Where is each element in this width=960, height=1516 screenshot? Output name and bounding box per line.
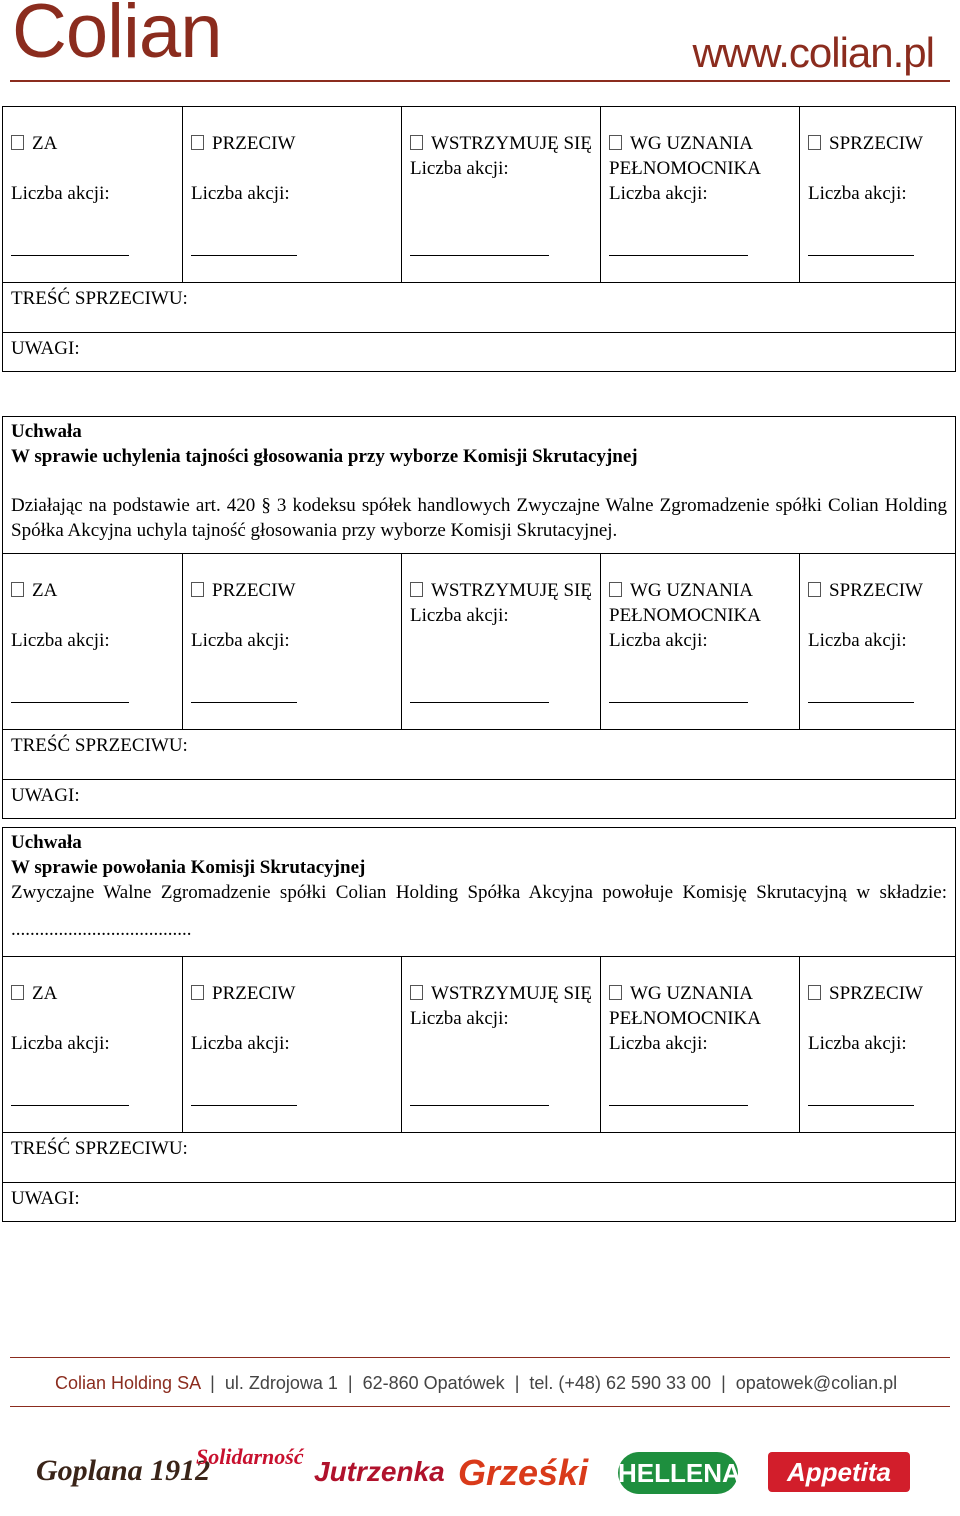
vote-option-wg-uznania[interactable]: WG UZNANIA PEŁNOMOCNIKA Liczba akcji: — [601, 957, 800, 1132]
appetita-logo: Appetita — [768, 1452, 910, 1492]
resolution-block-1 — [2, 416, 956, 819]
share-count-line[interactable] — [609, 1105, 748, 1106]
remarks-field[interactable]: UWAGI: — [11, 785, 80, 806]
checkbox-icon[interactable] — [11, 985, 24, 1000]
resolution-text — [3, 828, 955, 957]
vote-option-za[interactable]: ZA Liczba akcji: — [3, 957, 183, 1132]
vote-option-wg-uznania[interactable]: WG UZNANIA PEŁNOMOCNIKA Liczba akcji: — [601, 107, 800, 282]
voting-block-1 — [2, 106, 956, 372]
objection-field[interactable]: TREŚĆ SPRZECIWU: — [3, 730, 955, 780]
vote-options-row — [3, 957, 955, 1133]
goplana-logo: Goplana 1912 — [36, 1454, 211, 1487]
hellena-logo: HELLENA — [618, 1452, 738, 1494]
page-header — [0, 0, 960, 90]
resolution-text — [3, 417, 955, 554]
checkbox-icon[interactable] — [609, 985, 622, 1000]
checkbox-icon[interactable] — [410, 582, 423, 597]
checkbox-icon[interactable] — [808, 582, 821, 597]
resolution-heading: Uchwała — [11, 832, 82, 853]
resolution-subject: W sprawie powołania Komisji Skrutacyjnej — [11, 857, 366, 878]
footer-top-divider — [10, 1357, 950, 1358]
remarks-field[interactable]: UWAGI: — [11, 338, 80, 359]
share-count-line[interactable] — [191, 1105, 297, 1106]
share-count-line[interactable] — [609, 255, 748, 256]
colian-logo: Colian — [12, 0, 222, 74]
footer-contact: Colian Holding SA | ul. Zdrojowa 1 | 62-860 Opatówek | tel. (+48) 62 590 33 00 | opatowek@colian.pl — [55, 1373, 898, 1393]
share-count-line[interactable] — [11, 702, 129, 703]
objection-field[interactable]: TREŚĆ SPRZECIWU: — [3, 1133, 955, 1183]
footer-company: Colian Holding SA — [55, 1373, 201, 1393]
checkbox-icon[interactable] — [191, 985, 204, 1000]
vote-option-wstrzymuje[interactable]: WSTRZYMUJĘ SIĘ Liczba akcji: — [402, 554, 601, 729]
footer-email[interactable]: opatowek@colian.pl — [735, 1373, 898, 1393]
footer-address: ul. Zdrojowa 1 — [224, 1373, 338, 1393]
footer-phone: tel. (+48) 62 590 33 00 — [529, 1373, 712, 1393]
vote-option-wg-uznania[interactable]: WG UZNANIA PEŁNOMOCNIKA Liczba akcji: — [601, 554, 800, 729]
checkbox-icon[interactable] — [11, 135, 24, 150]
checkbox-icon[interactable] — [609, 135, 622, 150]
vote-option-sprzeciw[interactable]: SPRZECIW Liczba akcji: — [800, 554, 955, 729]
resolution-subject: W sprawie uchylenia tajności głosowania przy wyborze Komisji Skrutacyjnej — [11, 446, 638, 467]
vote-option-wstrzymuje[interactable]: WSTRZYMUJĘ SIĘ Liczba akcji: — [402, 957, 601, 1132]
share-count-line[interactable] — [410, 702, 549, 703]
checkbox-icon[interactable] — [191, 135, 204, 150]
checkbox-icon[interactable] — [808, 985, 821, 1000]
share-count-line[interactable] — [808, 702, 914, 703]
footer-bottom-divider — [10, 1406, 950, 1407]
checkbox-icon[interactable] — [191, 582, 204, 597]
vote-options-row — [3, 107, 955, 283]
grzeski-logo: Grześki — [458, 1452, 589, 1493]
vote-option-przeciw[interactable]: PRZECIW Liczba akcji: — [183, 957, 402, 1132]
header-divider — [10, 80, 950, 82]
share-count-line[interactable] — [410, 1105, 549, 1106]
vote-option-przeciw[interactable]: PRZECIW Liczba akcji: — [183, 554, 402, 729]
share-count-line[interactable] — [191, 702, 297, 703]
share-count-line[interactable] — [609, 702, 748, 703]
remarks-field[interactable]: UWAGI: — [11, 1188, 80, 1209]
share-count-line[interactable] — [11, 1105, 129, 1106]
solidarnosc-logo: Solidarność — [196, 1444, 304, 1469]
jutrzenka-logo: Jutrzenka — [314, 1456, 445, 1487]
checkbox-icon[interactable] — [609, 582, 622, 597]
vote-option-za[interactable]: ZA Liczba akcji: — [3, 554, 183, 729]
website-url: www.colian.pl — [692, 29, 934, 76]
vote-option-sprzeciw[interactable]: SPRZECIW Liczba akcji: — [800, 957, 955, 1132]
share-count-line[interactable] — [191, 255, 297, 256]
objection-field[interactable]: TREŚĆ SPRZECIWU: — [3, 283, 955, 333]
share-count-line[interactable] — [808, 1105, 914, 1106]
checkbox-icon[interactable] — [410, 135, 423, 150]
share-count-line[interactable] — [410, 255, 549, 256]
checkbox-icon[interactable] — [11, 582, 24, 597]
resolution-body: Działając na podstawie art. 420 § 3 kodeksu spółek handlowych Zwyczajne Walne Zgromadzenie spółki Colian Holding Spółka Akcyjna uchyla tajność głosowania przy wyborze Komisji Skrutacyjnej. — [11, 495, 947, 541]
share-count-line[interactable] — [808, 255, 914, 256]
share-count-line[interactable] — [11, 255, 129, 256]
checkbox-icon[interactable] — [410, 985, 423, 1000]
brand-logos — [0, 1436, 960, 1506]
vote-option-sprzeciw[interactable]: SPRZECIW Liczba akcji: — [800, 107, 955, 282]
vote-option-przeciw[interactable]: PRZECIW Liczba akcji: — [183, 107, 402, 282]
vote-option-wstrzymuje[interactable]: WSTRZYMUJĘ SIĘ Liczba akcji: — [402, 107, 601, 282]
resolution-block-2 — [2, 827, 956, 1222]
checkbox-icon[interactable] — [808, 135, 821, 150]
resolution-heading: Uchwała — [11, 421, 82, 442]
vote-options-row — [3, 554, 955, 730]
vote-option-za[interactable]: ZA Liczba akcji: — [3, 107, 183, 282]
footer-city: 62-860 Opatówek — [362, 1373, 505, 1393]
resolution-body: Zwyczajne Walne Zgromadzenie spółki Colian Holding Spółka Akcyjna powołuje Komisję Skrutacyjną w składzie: ...................................... — [11, 882, 947, 940]
